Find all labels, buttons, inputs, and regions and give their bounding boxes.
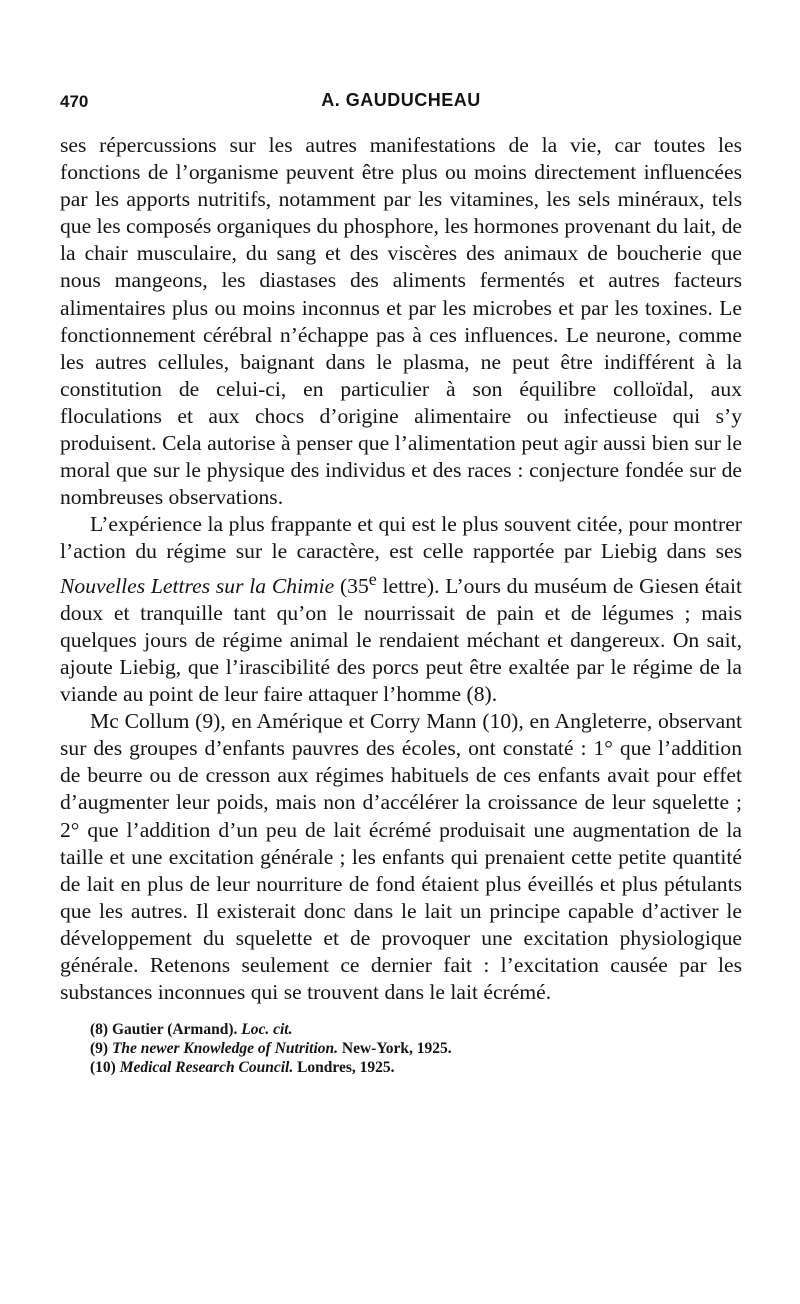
italic-title: Medical Research Council. xyxy=(119,1059,294,1077)
book-page xyxy=(60,86,742,1077)
footnote-8 xyxy=(90,1020,742,1039)
text-run: L’expérience la plus frappante et qui est le plus souvent citée, pour montrer l’action du régime sur le caractère, est celle rapportée par Liebig dans ses xyxy=(60,512,742,564)
paragraph-1 xyxy=(60,132,742,511)
running-head: A. GAUDUCHEAU xyxy=(321,90,481,110)
text-run: Mc Collum (9), en Amérique et Corry Mann (10), en Angleterre, observant sur des groupes d’enfants pauvres des écoles, ont constaté : 1° que l’addition de beurre ou de cresson aux régimes habituels de ces enfants avait pour effet d’augmenter leur poids, mais non d’accélérer la croissance de leur squelette ; 2° que l’addition d’un peu de lait écrémé produisait une augmentation de la taille et une excitation générale ; les enfants qui prenaient cette petite quantité de lait en plus de leur nourriture de fond étaient plus éveillés et plus pétulants que les autres. Il existerait donc dans le lait un principe capable d’activer le développement du squelette et de provoquer une excitation physiologique générale. Retenons seulement ce dernier fait : l’excitation causée par les substances inconnues qui se trouvent dans le lait écrémé. xyxy=(60,709,742,1005)
footnote-10 xyxy=(90,1058,742,1077)
italic-title: Loc. cit. xyxy=(241,1021,293,1039)
text-run: (9) xyxy=(90,1040,112,1058)
text-run: (10) xyxy=(90,1059,120,1077)
footnote-9 xyxy=(90,1039,742,1058)
text-run: Londres, 1925. xyxy=(293,1059,395,1077)
page-number: 470 xyxy=(60,92,89,111)
footnotes xyxy=(60,1020,742,1077)
italic-title: Nouvelles Lettres sur la Chimie xyxy=(60,573,335,598)
text-run: New-York, 1925. xyxy=(338,1040,452,1058)
italic-title: The newer Knowledge of Nutrition. xyxy=(111,1040,339,1058)
text-run: (8) Gautier (Armand). xyxy=(90,1021,242,1039)
text-run: ses répercussions sur les autres manifestations de la vie, car toutes les fonctions de l’organisme peuvent être plus ou moins directement influencées par les apports nutritifs, notamment par les vitamines, les sels minéraux, tels que les composés organiques du phosphore, les hormones provenant du lait, de la chair musculaire, du sang et des viscères des animaux de boucherie que nous mangeons, les diastases des aliments fermentés et autres facteurs alimentaires plus ou moins inconnus et par les microbes et par les toxines. Le fonctionnement cérébral n’échappe pas à ces influences. Le neurone, comme les autres cellules, baignant dans le plasma, ne peut être indifférent à la constitution de celui-ci, en particulier à son équilibre colloïdal, aux floculations et aux chocs d’origine alimentaire ou infectieuse qui s’y produisent. Cela autorise à penser que l’alimentation peut agir aussi bien sur le moral que sur le physique des individus et des races : conjecture fondée sur de nombreuses observations. xyxy=(60,133,742,510)
text-run: (35 xyxy=(334,573,369,598)
page-header xyxy=(60,86,742,116)
superscript: e xyxy=(368,568,377,589)
text-run: lettre). L’ours du muséum de Giesen était doux et tranquille tant qu’on le nourrissait de pain et de légumes ; mais quelques jours de régime animal le rendaient méchant et dangereux. On sait, ajoute Liebig, que l’irascibilité des porcs peut être exaltée par le régime de la viande au point de leur faire attaquer l’homme (8). xyxy=(60,573,742,707)
body-text xyxy=(60,132,742,1006)
paragraph-3 xyxy=(60,708,742,1006)
paragraph-2 xyxy=(60,511,742,708)
